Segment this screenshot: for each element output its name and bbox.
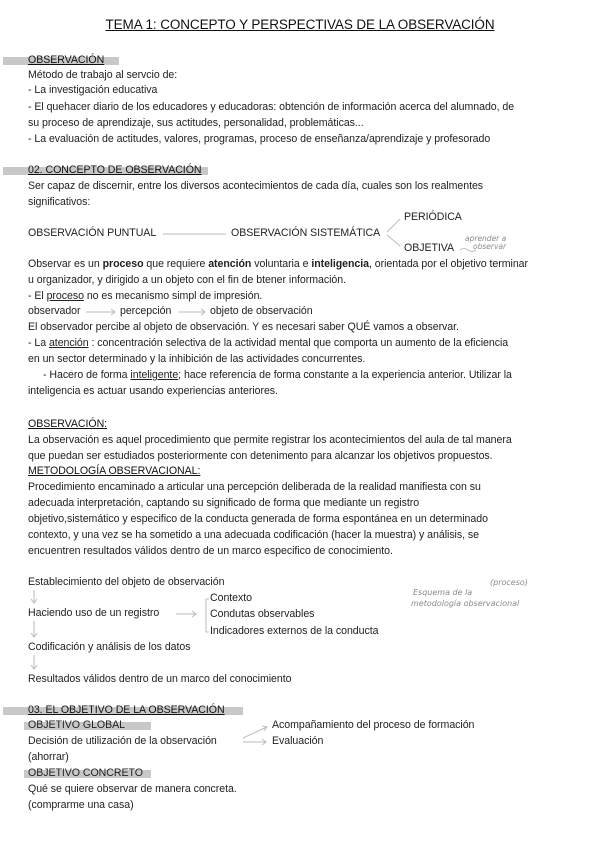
subheading-objetivo-global: OBJETIVO GLOBAL <box>28 719 125 731</box>
list-item-continued: su proceso de aprendizaje, sus actitudes, personalidad, problemáticas... <box>28 117 364 129</box>
paragraph: Procedimiento encaminado a articular una percepción deliberada de la realidad manifiesta con su <box>28 481 481 493</box>
list-item: - La investigación educativa <box>28 84 158 96</box>
paragraph: - El proceso no es mecanismo simpl de impresión. <box>28 290 263 302</box>
subheading-objetivo-concreto: OBJETIVO CONCRETO <box>28 767 143 779</box>
paragraph: Decisión de utilización de la observación <box>28 735 217 747</box>
paragraph: u organizador, y dirigido a un objeto con el fin de btener información. <box>28 274 346 286</box>
paragraph: Observar es un proceso que requiere atención voluntaria e inteligencia, orientada por el objetivo terminar <box>28 258 528 270</box>
paragraph: Ser capaz de discernir, entre los diversos acontecimientos de cada día, cuales son los realmentes <box>28 180 484 192</box>
handwritten-note: Esquema de la <box>413 588 473 597</box>
section-heading-metodologia: METODOLOGÍA OBSERVACIONAL: <box>28 465 201 477</box>
arrow-line <box>243 727 267 738</box>
scheme-sub-indicadores: Indicadores externos de la conducta <box>210 625 379 637</box>
paragraph: encuentren resultados válidos dentro de un marco especifico de conocimiento. <box>28 545 393 557</box>
flow-observador: observador <box>28 305 81 317</box>
paragraph: en un sector determinado y la inhibición de las actividades concurrentes. <box>28 353 366 365</box>
paragraph: - La atención : concentración selectiva de la actividad mental que comporta un aumento de la eficiencia <box>28 337 509 349</box>
scheme-step-1: Establecimiento del objeto de observación <box>28 576 225 588</box>
section-heading-concepto: 02. CONCEPTO DE OBSERVACIÓN <box>28 164 202 176</box>
label-observacion-puntual: OBSERVACIÓN PUNTUAL <box>28 227 157 239</box>
flow-objeto: objeto de observación <box>210 305 313 317</box>
section-heading-objetivo: 03. EL OBJETIVO DE LA OBSERVACIÓN <box>28 704 225 716</box>
paragraph: (ahorrar) <box>28 751 69 763</box>
label-observacion-sistematica: OBSERVACIÓN SISTEMÁTICA <box>231 227 381 239</box>
paragraph: adecuada interpretación, captando su significado de forma que mediante un registro <box>28 497 420 509</box>
paragraph: La observación es aquel procedimiento que permite registrar los acontecimientos del aula de tal manera <box>28 434 512 446</box>
paragraph: objetivo,sistemático y especifico de la conducta generada de forma espontánea en un determinado <box>28 513 488 525</box>
paragraph: significativos: <box>28 196 91 208</box>
paragraph: - Hacero de forma inteligente; hace referencia de forma constante a la experiencia anterior. Utilizar la <box>43 369 512 381</box>
scheme-sub-contexto: Contexto <box>210 592 253 604</box>
connector-line <box>387 235 400 246</box>
paragraph: que puedan ser estudiados posteriormente con detenimento para alcanzar los objetivos propuestos. <box>28 450 493 462</box>
label-objetiva: OBJETIVA <box>404 242 455 254</box>
handwritten-note: aprender a <box>465 234 507 243</box>
list-item: - La evaluación de actitudes, valores, programas, proceso de enseñanza/aprendizaje y profesorado <box>28 133 491 145</box>
paragraph: inteligencia es actuar usando experiencias anteriores. <box>28 385 278 397</box>
label-periodica: PERIÓDICA <box>404 211 462 223</box>
scheme-step-4: Resultados válidos dentro de un marco del conocimiento <box>28 673 292 685</box>
branch-acompanamiento: Acompañamiento del proceso de formación <box>272 719 475 731</box>
scheme-step-2: Haciendo uso de un registro <box>28 607 160 619</box>
list-item: - El quehacer diario de los educadores y educadoras: obtención de información acerca del alumnado, de <box>28 101 515 113</box>
paragraph: (comprarme una casa) <box>28 799 134 811</box>
paragraph: Qué se quiere observar de manera concreta. <box>28 783 237 795</box>
handwritten-note: observar <box>473 242 507 251</box>
scheme-step-3: Codificación y análisis de los datos <box>28 641 191 653</box>
paragraph: contexto, y una vez se ha sometido a una adecuada codificación (hacer la muestra) y análisis, se <box>28 529 479 541</box>
flow-percepcion: percepción <box>120 305 172 317</box>
branch-evaluacion: Evaluación <box>272 735 324 747</box>
page-title: TEMA 1: CONCEPTO Y PERSPECTIVAS DE LA OBSERVACIÓN <box>105 17 495 32</box>
scheme-sub-conductas: Condutas observables <box>210 608 315 620</box>
section-heading-observacion-def: OBSERVACIÓN: <box>28 418 108 430</box>
handwritten-note: (proceso) <box>490 578 528 587</box>
section-heading-observacion: OBSERVACIÓN <box>28 54 105 66</box>
handwritten-note: metodología observacional <box>411 599 520 608</box>
connector-line <box>387 219 400 232</box>
handwritten-squiggle <box>460 249 476 252</box>
paragraph: El observador percibe al objeto de observación. Y es necesari saber QUÉ vamos a observar. <box>28 321 459 333</box>
paragraph: Método de trabajo al servcio de: <box>28 69 178 81</box>
